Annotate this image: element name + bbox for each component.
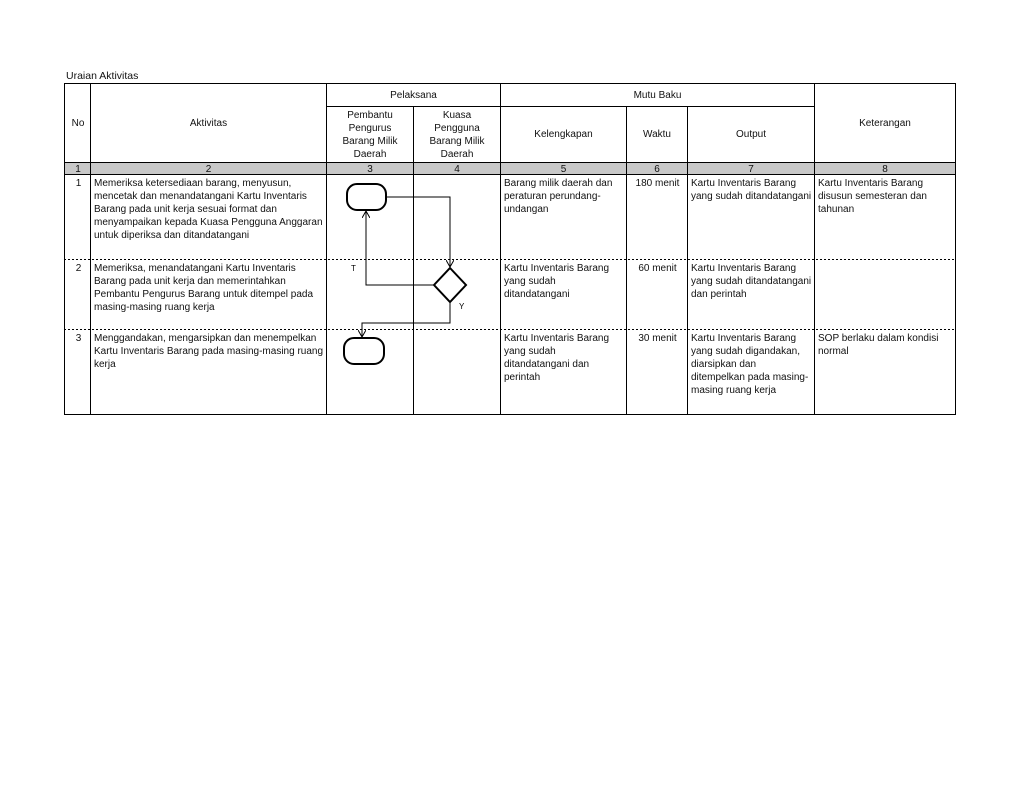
column-number: 2 xyxy=(205,163,212,175)
row-keterangan: SOP berlaku dalam kondisi normal xyxy=(818,333,939,357)
decision-diamond-shape xyxy=(434,268,466,302)
column-number: 8 xyxy=(882,163,888,175)
row-keterangan: Kartu Inventaris Barang disusun semesteran dan tahunan xyxy=(818,178,927,215)
page-title: Uraian Aktivitas xyxy=(66,70,139,82)
row-waktu: 30 menit xyxy=(638,333,677,344)
flow-connector xyxy=(366,211,434,285)
row-kelengkapan: Kartu Inventaris Barang yang sudah ditandatangani xyxy=(504,263,610,300)
flow-connector xyxy=(386,197,450,267)
header-kuasa-pengguna: Kuasa Pengguna Barang Milik Daerah xyxy=(429,109,485,160)
row-aktivitas: Memeriksa ketersediaan barang, menyusun, mencetak dan menandatangani Kartu Inventaris Barang pada unit kerja sesuai format dan menyampaikan kepada Kuasa Pengguna Anggaran untuk diperiksa dan ditandatangani xyxy=(94,178,323,241)
row-aktivitas: Memeriksa, menandatangani Kartu Inventaris Barang pada unit kerja dan memerintahkan Pembantu Pengurus Barang untuk ditempel pada masing-masing ruang kerja xyxy=(94,263,314,313)
decision-false-label: T xyxy=(351,264,356,273)
row-waktu: 180 menit xyxy=(635,178,680,189)
column-number: 1 xyxy=(75,163,81,175)
header-aktivitas: Aktivitas xyxy=(189,117,228,129)
row-aktivitas: Menggandakan, mengarsipkan dan menempelkan Kartu Inventaris Barang pada masing-masing ruang kerja xyxy=(94,333,324,370)
column-number: 6 xyxy=(654,163,660,175)
row-waktu: 60 menit xyxy=(638,263,677,274)
row-no: 3 xyxy=(75,333,82,344)
header-no: No xyxy=(71,117,85,129)
row-output: Kartu Inventaris Barang yang sudah ditandatangani xyxy=(691,178,812,202)
flow-connector xyxy=(362,302,450,337)
flowchart xyxy=(64,83,956,415)
header-output: Output xyxy=(735,129,767,140)
column-number: 4 xyxy=(454,163,460,175)
decision-true-label: Y xyxy=(459,302,465,311)
column-number: 5 xyxy=(560,163,567,175)
column-number: 7 xyxy=(748,163,754,175)
header-mutu-baku: Mutu Baku xyxy=(633,89,682,101)
row-output: Kartu Inventaris Barang yang sudah digandakan, diarsipkan dan ditempelkan pada masing-masing ruang kerja xyxy=(691,333,809,396)
header-waktu: Waktu xyxy=(643,129,671,140)
sop-table xyxy=(64,83,956,415)
row-kelengkapan: Barang milik daerah dan peraturan perundang-undangan xyxy=(504,178,613,215)
end-terminator-shape xyxy=(344,338,384,364)
header-pelaksana: Pelaksana xyxy=(390,89,437,101)
row-no: 2 xyxy=(75,263,82,274)
header-keterangan: Keterangan xyxy=(859,117,911,129)
start-terminator-shape xyxy=(347,184,386,210)
column-number: 3 xyxy=(367,163,373,175)
header-kelengkapan: Kelengkapan xyxy=(534,129,593,140)
row-kelengkapan: Kartu Inventaris Barang yang sudah ditandatangani dan perintah xyxy=(504,333,610,383)
row-no: 1 xyxy=(75,178,82,189)
header-pembantu-pengurus: Pembantu Pengurus Barang Milik Daerah xyxy=(342,109,398,160)
row-output: Kartu Inventaris Barang yang sudah ditandatangani dan perintah xyxy=(691,263,812,300)
